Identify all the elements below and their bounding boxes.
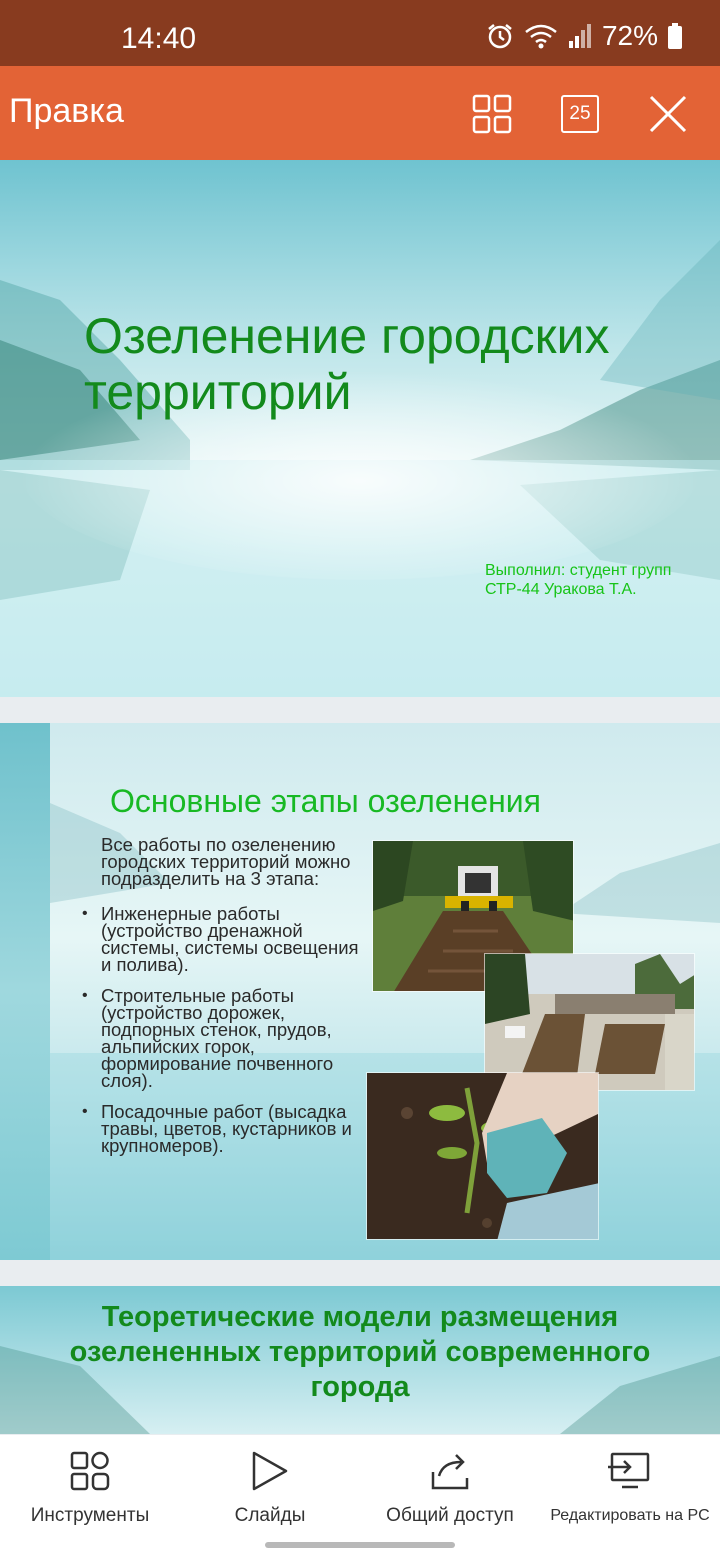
wifi-icon	[524, 23, 558, 49]
slide-3-title: Теоретические модели размещения озелененных территорий современного города	[69, 1301, 651, 1403]
status-time: 14:40	[121, 22, 197, 55]
share-icon	[429, 1450, 471, 1492]
home-indicator[interactable]	[265, 1542, 455, 1548]
photo-construction	[484, 953, 695, 1091]
slide-1[interactable]	[0, 160, 720, 697]
grid-view-button[interactable]	[464, 86, 520, 142]
share-label: Общий доступ	[386, 1505, 514, 1526]
bullet-text: Строительные работы (устройство дорожек, подпорных стенок, прудов, альпийских горок, формирование почвенного слоя).	[101, 985, 334, 1091]
slides-button[interactable]	[220, 1447, 320, 1527]
slides-label: Слайды	[234, 1505, 306, 1526]
bullet-icon: •	[82, 905, 88, 922]
battery-icon	[668, 23, 682, 49]
edit-on-pc-label: Редактировать на PC	[550, 1507, 710, 1524]
slide-1-author: Выполнил: студент групп СТР-44 Уракова Т.А.	[485, 562, 672, 598]
tools-button[interactable]	[20, 1447, 160, 1527]
edit-on-pc-button[interactable]	[545, 1447, 715, 1525]
slide-background	[0, 160, 720, 697]
bullet-text: Инженерные работы (устройство дренажной системы, системы освещения и полива).	[101, 903, 359, 975]
slide-side-stripe	[0, 723, 50, 1260]
bullet-item	[80, 1103, 370, 1154]
slide-1-title: Озеленение городских территорий	[84, 308, 610, 420]
close-button[interactable]	[640, 86, 696, 142]
tools-icon	[69, 1450, 111, 1492]
edit-title[interactable]: Правка	[9, 92, 124, 130]
battery-level: 72%	[601, 20, 658, 51]
status-bar	[0, 0, 720, 66]
edit-on-pc-icon	[608, 1450, 652, 1492]
top-app-bar	[0, 66, 720, 160]
bullet-item	[80, 905, 370, 973]
alarm-icon	[486, 22, 514, 50]
bullet-icon: •	[82, 987, 88, 1004]
play-icon	[250, 1450, 290, 1492]
grid-icon	[472, 94, 512, 134]
close-icon	[648, 94, 688, 134]
slide-2[interactable]	[0, 723, 720, 1260]
share-button[interactable]	[375, 1447, 525, 1527]
page-count-button[interactable]	[552, 86, 608, 142]
tools-label: Инструменты	[30, 1505, 150, 1526]
page-count-icon: 25	[561, 95, 599, 133]
bullet-text: Посадочные работ (высадка травы, цветов, кустарников и крупномеров).	[101, 1101, 352, 1156]
bullet-icon: •	[82, 1103, 88, 1120]
slide-2-intro: Все работы по озеленению городских территорий можно подразделить на 3 этапа:	[101, 834, 351, 889]
slide-3[interactable]	[0, 1286, 720, 1434]
slide-2-title: Основные этапы озеленения	[110, 783, 541, 819]
status-icons	[486, 20, 682, 52]
signal-icon	[568, 23, 592, 49]
photo-planting	[366, 1072, 599, 1240]
slide-2-body	[80, 836, 370, 1168]
bullet-item	[80, 987, 370, 1089]
